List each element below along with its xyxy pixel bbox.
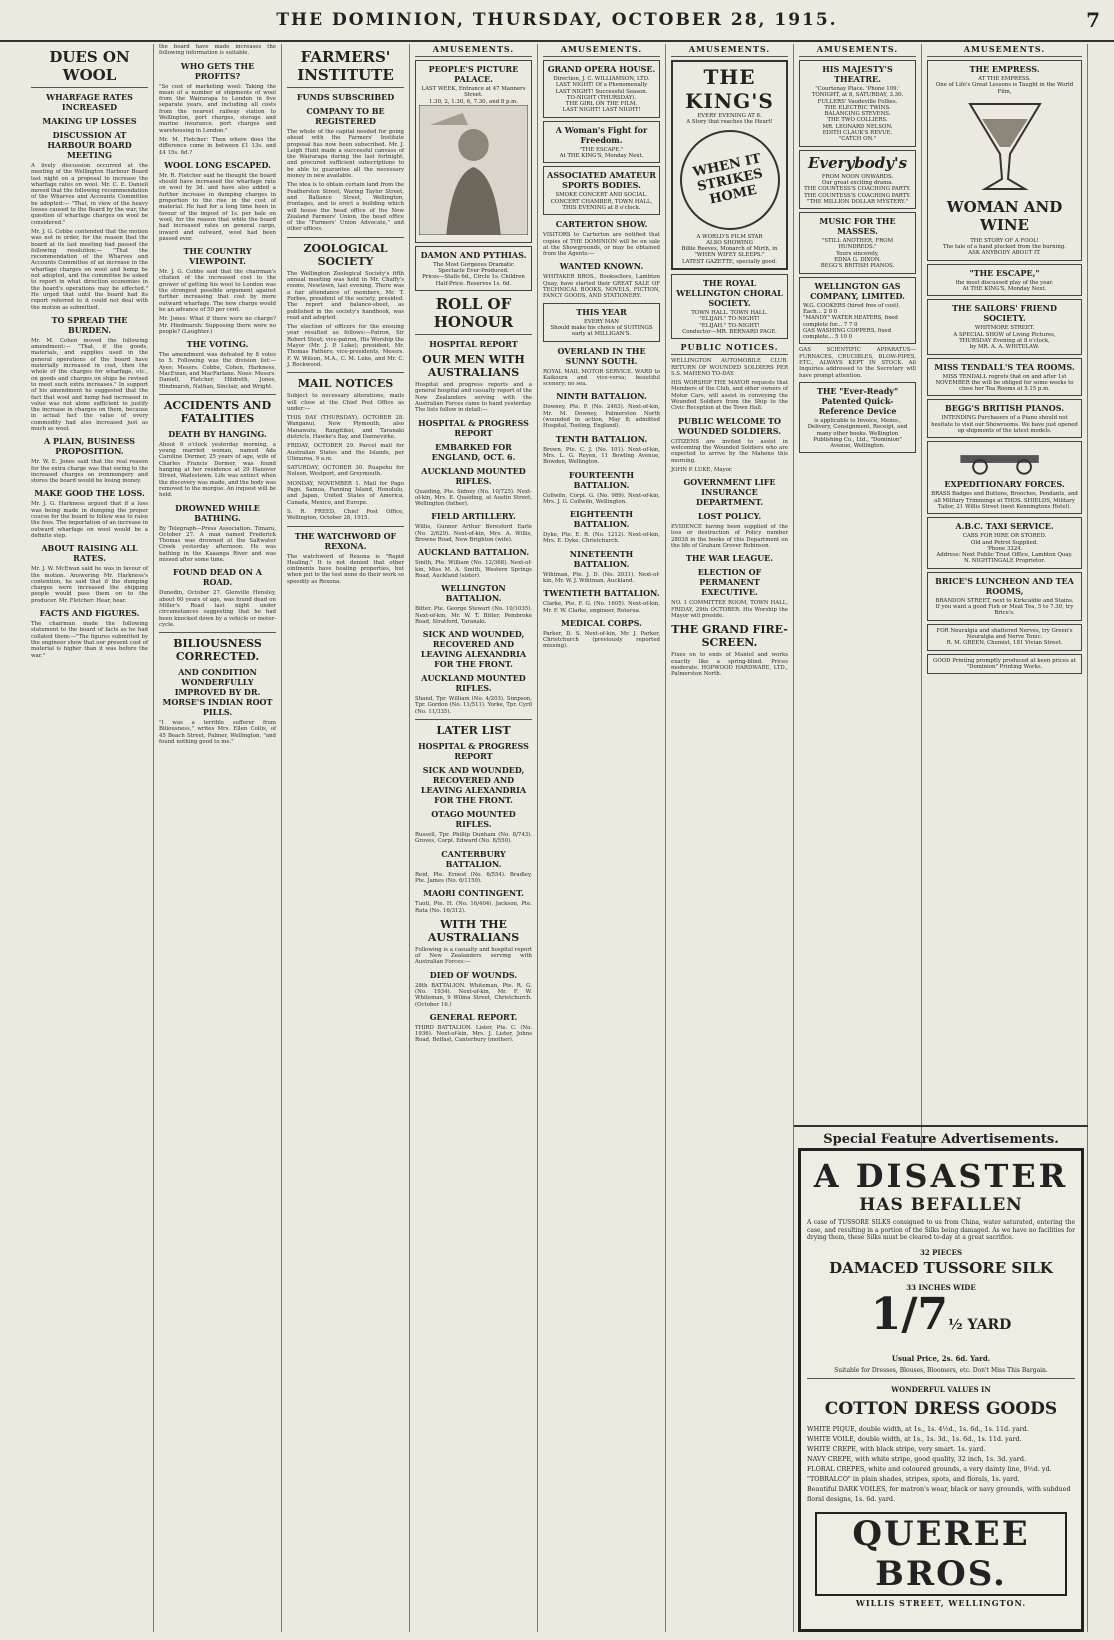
subhead: OUR MEN WITH AUSTRALIANS [422, 353, 525, 380]
ad-body: "STILL ANOTHER, FROM HUNDREDS." Yours sincerely, EDNA G. DIXON. BEGG'S BRITISH PIANOS. [820, 238, 895, 270]
article-paragraph: Mr. Jones: What if there were no charge? Mr. Hindmarsh: Supposing there were no people? (Laughter.) [159, 316, 278, 335]
casualty-entry: Clarke, Pte. F. G. (No. 1605). Next-of-kin, Mr. F. W. Clarke, engineer, Rotorua. [543, 601, 662, 614]
section-heading: WHO GETS THE PROFITS? [180, 60, 255, 81]
ad-the-escape [543, 121, 660, 164]
ad-title: PEOPLE'S PICTURE PALACE. [428, 64, 519, 84]
article-paragraph: The idea is to obtain certain land from the Featherston Street, Waring Taylor Street, and Ballance Street, Wellington, frontages, and to erect a building which will house the head office of the New Zealand Farmers' Union, the head office of the "Farmers' Union Advocate," and other offices. [287, 182, 406, 233]
ad-body: BRANDON STREET, next to Kirkcaldie and Stains. If you want a good Fish or Meat Tea, 5 to 7.30, try Brice's. [935, 597, 1074, 617]
ad-title: WELLINGTON GAS COMPANY, LIMITED. [810, 280, 905, 301]
ad-body: THE STORY OF A FOOL! The tale of a hand plucked from the burning. ASK ANYBODY ABOUT IT. [943, 237, 1066, 257]
article-paragraph: Mr. J. G. Cobbe said that the chairman's citation of the increased cost to the grower of getting his wool to London was the strongest possible argument against further increasing that cost by more outward wharfage. The new charge would be an advance of 50 per cent. [159, 269, 278, 313]
article-paragraph: Mr. J. G. Cobbe contended that the motion was not in order, for the reason that the board at its last meeting had passed the following resolution:— "That the recommendation of the Wharves and Accounts Committee of an increase in the wharfage charges on wool and hemp be not adopted, and the committee be asked to report in what direction economies in the board's operations may be effected." He urged that until the board had its report referred to it could not deal with the motion as submitted. [31, 228, 150, 311]
signature: S. R. FREED, Chief Post Office, Wellington, October 28, 1915. [287, 508, 406, 522]
casualty-entry: Smith, Pte. William (No. 12/368). Next-of-kin, Miss M. A. Smith, Western Springs Road, Auckland (sister). [415, 560, 534, 579]
notice-paragraph: GAS SCIENTIFIC APPARATUS—FURNACES, CRUCIBLES, BLOW-PIPES, ETC., ALWAYS KEPT IN STOCK. All Inquiries addressed to the Secretary will have prompt attention. [799, 347, 918, 379]
notice-paragraph: WELLINGTON AUTOMOBILE CLUB. RETURN OF WOUNDED SOLDIERS PER S.S. MAHENO TO-DAY. [671, 358, 790, 377]
ad-queree-bros-disaster [798, 1148, 1084, 1632]
ad-abc-taxi [927, 517, 1082, 568]
ad-body: AT THE EMPRESS. One of Life's Great Lessons is Taught in the World Film, [935, 76, 1074, 95]
masthead-title: THE DOMINION, THURSDAY, OCTOBER 28, 1915. [276, 10, 838, 30]
unit-heading: AUCKLAND BATTALION. [417, 547, 530, 558]
list-item: WHITE VOILE, double width, at 1s., 1s. 3d., 1s. 6d., 1s. 11d. yard. [807, 1435, 1022, 1443]
unit-heading: TENTH BATTALION. [555, 433, 648, 444]
subhead: HOSPITAL REPORT [429, 339, 518, 350]
unit-heading: WELLINGTON BATTALION. [441, 583, 506, 604]
unit-heading: EIGHTEENTH BATTALION. [569, 509, 634, 530]
public-notices-header: PUBLIC NOTICES. [671, 342, 788, 355]
ad-tendall-tea-rooms [927, 358, 1082, 397]
wine-glass-icon [950, 99, 1060, 194]
column-4 [410, 44, 538, 1632]
ad-printing [927, 654, 1082, 675]
section-heading: CARTERTON SHOW. [555, 219, 648, 230]
special-feature-heading: Special Feature Advertisements. [794, 1125, 1088, 1147]
page-number: 7 [1086, 8, 1100, 32]
column-header: AMUSEMENTS. [543, 44, 660, 57]
unit-heading: FIELD ARTILLERY. [431, 511, 516, 522]
list-item: NAVY CREPE, with white stripe, good quality, 32 inch, 1s. 3d. yard. [807, 1455, 1026, 1463]
unit-heading: FOURTEENTH BATTALION. [568, 469, 635, 490]
ad-music-for-masses [799, 212, 916, 273]
subhead: FUNDS SUBSCRIBED [296, 92, 395, 102]
ad-body: TOWN HALL. TOWN HALL. "ELIJAH." TO-NIGHT! "ELIJAH." TO-NIGHT! Conductor—MR. BERNARD PAGE. [682, 310, 777, 335]
section-heading: LOST POLICY. [697, 511, 762, 522]
list-item: Beautiful DARK VOILES, for matron's wear, black or navy grounds, with subdued floral designs, 1s. 6d. yard. [807, 1485, 1071, 1503]
article-paragraph: The election of officers for the ensuing year resulted as follows:—Patron, Sir Robert Stout; vice-patron, His Worship the Mayor (Mr. J. P. Luke); president, Mr. Thomas Fathers; vice-presidents, Messrs. F. W. Wilson, M.A., C. M. Luke, and Mr. C. J. Rockwood. [287, 324, 406, 368]
casualty-entry: Parker, D. S. Next-of-kin, Mr. J. Parker, Christchurch (previously reported missing). [543, 630, 662, 650]
article-paragraph: Mr. R. Fletcher said he thought the board should have increased the wharfage rate on wool by 3d. and have also added a further increase in dumping charges in proportion to the rise in the cost of material. He had for a long time been in favour of the impost of 1s. per bale on wool, for the reason that while the board had increased rates on general cargo, inward and outward, wool had been passed over. [159, 172, 278, 242]
section-heading: GENERAL REPORT. [429, 1011, 518, 1022]
article-paragraph: Mr. M. Cohen moved the following amendment:— "That, if the goods, materials, and supplies used in the general operations of the board have materially increased in cost, then the whole of the charges for wharfage, etc., on goods and charges on ships be revised to meet such extra increases." In support of his amendment he suggested that the fact that wool and hemp had increased in value was not alone sufficient to justify the increase in charges on them, because in actual fact the value of every commodity had also increased just as much as wool. [31, 337, 150, 432]
section-heading: THE GRAND FIRE-SCREEN. [671, 623, 788, 650]
section-heading: SICK AND WOUNDED, RECOVERED AND LEAVING ALEXANDRIA FOR THE FRONT. [420, 765, 527, 806]
article-paragraph: The Wellington Zoological Society's fifth annual meeting was held in Mr. Chaffy's rooms, Newtown, last evening. There was a fair attendance of members, Mr. T. Forbes, president of the society, presided. The report and balance-sheet, as published in the society's handbook, was read and adopted. [287, 270, 406, 321]
notice-paragraph: NO. 1 COMMITTEE ROOM, TOWN HALL, FRIDAY, 29th OCTOBER. His Worship the Mayor will preside. [671, 600, 790, 619]
ad-the-kings [671, 60, 788, 270]
article-paragraph: MONDAY, NOVEMBER 1. Mail for Pago Pago, Samoa, Fanning Island, Honolulu, and Japan, United States of America, Canada, Mexico, and Europe. [287, 480, 406, 506]
ad-grand-opera-house [543, 60, 660, 118]
list-item: "TOBRALCO" in plain shades, stripes, spots, and florals, 1s. yard. [807, 1475, 1020, 1483]
ad-title: A Woman's Fight for Freedom. [555, 124, 648, 145]
masthead [0, 0, 1114, 42]
ad-title: THE "Ever-Ready" Patented Quick-Reference Device [816, 385, 899, 416]
headline-zoological-society: ZOOLOGICAL SOCIETY [303, 241, 388, 268]
ad-heading-biliousness: BILIOUSNESS CORRECTED. [173, 637, 262, 664]
unit-heading: TWENTIETH BATTALION. [543, 588, 660, 599]
ad-item: DAMACED TUSSORE SILK [829, 1258, 1053, 1277]
headline-dues-on-wool: DUES ON WOOL [31, 48, 148, 88]
headline-mail-notices: MAIL NOTICES [297, 377, 394, 391]
ad-body: the most discussed play of the year. At THE KING'S, Monday Next. [955, 279, 1054, 293]
ad-title: ASSOCIATED AMATEUR SPORTS BODIES. [547, 170, 656, 191]
headline-accidents: ACCIDENTS AND FATALITIES [163, 398, 272, 425]
ad-firm-name: QUEREE BROS. [815, 1512, 1067, 1596]
casualty-entry: Quaiding, Pte. Sidney (No. 10/725). Next-of-kin, Mrs. E. Quaiding, at Austin Street, Wellington (father). [415, 488, 534, 508]
notice-paragraph: Fixes on to ends of Mantel and works exactly like a spring-blind. Prices moderate. HOPWOOD HARDWARE, LTD., Palmerston North. [671, 652, 790, 678]
casualty-entry: Reid, Pte. Ernest (No. 6/554). Bradley, Pte. James (No. 6/1150). [415, 871, 534, 884]
ad-the-empress [927, 60, 1082, 261]
column-5 [538, 44, 666, 1632]
ad-body: CABS FOR HIRE OR STORED. Old and Petrol Supplied. 'Phone 3324. Address: Next Public Trust Office, Lambton Quay. N. NIGHTINGALE Proprietor. [936, 533, 1073, 565]
ad-the-escape [927, 264, 1082, 297]
ad-body: FROM NOON ONWARDS. Our great exciting drama. THE COUNTESS'S COACHING PARTY. THE COUNTESS'S COACHING PARTY. "THE MILLION DOLLAR MYSTERY." [804, 173, 911, 205]
article-paragraph: SATURDAY, OCTOBER 30. Ruapehu for Nelson, Westport, and Greymouth. [287, 465, 406, 478]
ad-brices-tea-rooms [927, 572, 1082, 621]
column-header: AMUSEMENTS. [799, 44, 916, 57]
ad-body: "THE ESCAPE." At THE KING'S, Monday Next. [559, 146, 644, 160]
ad-title: THE KING'S [685, 65, 774, 113]
article-paragraph: VISITORS to Carterton are notified that copies of THE DOMINION will be on sale at the Showgrounds, or may be obtained from the Agents:— [543, 232, 662, 258]
article-paragraph: Mr. W. E. Jones said that the real reason for the extra charge was that owing to the increased charges on ironmongery and stores the board would be losing money. [31, 459, 150, 485]
divider [287, 372, 404, 373]
divider [159, 394, 276, 395]
film-title: WHEN IT STRIKES HOME [691, 150, 764, 207]
divider [287, 526, 404, 527]
casualty-entry: 28th BATTALION. Whiteman, Pte. R. G. (No. 1934). Next-of-kin, Mr. F. W. Whiteman, 9 Wilma Street, Christchurch. (October 16.) [415, 982, 534, 1008]
ad-sailors-friend [927, 299, 1082, 354]
ad-body: BRASS Badges and Buttons, Brooches, Pendants, and all Military Trimmings at THOS. SHIELDS, Military Tailor, 21 Willis Street (next Kenningtons Hotel). [931, 491, 1080, 510]
ad-width: 33 INCHES WIDE [906, 1282, 976, 1292]
ad-subheadline: HAS BEFALLEN [859, 1195, 1023, 1215]
column-3 [282, 44, 410, 1632]
article-paragraph: The watchword of Rexona is "Rapid Healing." It is not denied that other ointments have healing properties, but when put to the test none do their work so speedily as Rexona. [287, 553, 406, 585]
article-paragraph: Mr. M. Fletcher: Then where does the difference come in between £1 13s. and £4 15s. 6d.? [159, 136, 278, 156]
casualty-entry: Willis, Gunner Arthur Beresford Earle (No. 2/629). Next-of-kin, Mrs. A. Willis, Browne Road, New Brighton (wife). [415, 524, 534, 544]
ad-milligans [543, 303, 660, 342]
casualty-entry: Wihtman, Pte. J. D. (No. 2031). Next-of-kin, Mr. W. J. Wihtman, Auckland. [543, 571, 660, 584]
section-heading: DROWNED WHILE BATHING. [175, 502, 260, 523]
price-value: 1/7 [870, 1288, 949, 1340]
casualty-entry: Shand, Tpr. William (No. 4/203). Simpson, Tpr. Gordon (No. 11/511). Yorke, Tpr. Cyril (No. 11/335). [415, 696, 534, 715]
notice-paragraph: HIS WORSHIP THE MAYOR requests that Members of the Club, and other owners of Motor Cars, will assist in conveying the Wounded Soldiers from the Ship to the Civic Reception at the Town Hall. [671, 380, 790, 412]
ad-body: SMOKE CONCERT AND SOCIAL. CONCERT CHAMBER, TOWN HALL, THIS EVENING at 8 o'clock. [550, 192, 653, 211]
article-paragraph: the board have made increases the following information is suitable. [159, 44, 278, 57]
section-heading: OVERLAND IN THE SUNNY SOUTH. [557, 345, 646, 366]
article-paragraph: A lively discussion occurred at the meeting of the Wellington Harbour Board last night on a proposal to increase the wharfage rates on wool. Mr. C. E. Daniell moved that the following recommendation of the Wharves and Accounts Committee be adopted:— "That, in view of the heavy losses caused to the Board by the war, the question of wharfage charges on wool be considered." [31, 163, 150, 226]
ad-beggs-pianos [927, 399, 1082, 438]
article-paragraph: "So cost of marketing wool: Taking the mean of a number of shipments of wool from the Wairarapa to London in five separate years, and including all costs from the nearest railway station to Wellington, port charges, storage and marine insurance, port charges and warehousing in London." [159, 83, 278, 134]
section-heading: FACTS AND FIGURES. [39, 608, 140, 619]
ad-title: "THE ESCAPE," [969, 267, 1040, 278]
ad-title: HIS MAJESTY'S THEATRE. [822, 64, 893, 84]
ad-subheading: AND CONDITION WONDERFULLY IMPROVED BY DR. MORSE'S INDIAN ROOT PILLS. [162, 667, 273, 718]
ad-body: LAST WEEK, Entrance at 47 Manners Street. 1.30, 2, 1.30, 6, 7.30, and 8 p.m. [421, 86, 526, 105]
ad-pieces: 32 PIECES [919, 1247, 962, 1257]
ad-body: is applicable to Invoice, Memo., Delivery, Consignment, Receipt, and many other books. Wellington Publishing Co., Ltd., "Dominion" Avenue, Wellington. [807, 417, 909, 450]
divider [807, 1378, 1075, 1379]
unit-heading: NINTH BATTALION. [556, 391, 647, 402]
column-header: AMUSEMENTS. [927, 44, 1082, 57]
ad-title: BEGG'S BRITISH PIANOS. [944, 403, 1065, 414]
divider [159, 632, 276, 633]
film-still-image [419, 105, 528, 235]
subhead: COMPANY TO BE REGISTERED [306, 106, 385, 126]
section-heading: ELECTION OF PERMANENT EXECUTIVE. [697, 567, 762, 598]
casualty-entry: Downey, Pte. P. (No. 2463). Next-of-kin, Mr. M. Downey, Palmerston North (wounded in action, May 8; admitted Hospital, Tooting, England). [543, 404, 662, 430]
section-heading: HOSPITAL & PROGRESS REPORT [418, 417, 529, 438]
ad-subtitle: EVERY EVENING AT 8. A Story that reaches the Heart! [686, 113, 773, 126]
ad-ever-ready [799, 382, 916, 453]
subhead: WHARFAGE RATES INCREASED [46, 92, 133, 112]
unit-heading: OTAGO MOUNTED RIFLES. [431, 809, 516, 830]
divider [287, 237, 404, 238]
article-paragraph: The whole of the capital needed for going ahead with the Farmers' Institute proposal has now been subscribed. Mr. J. Leigh Hunt made a successful canvass of the Wairarapa during the last fortnight, and procured sufficient subscriptions to be able to guarantee all the necessary money in new available. [287, 129, 406, 180]
ad-body: The Most Gorgeous Dramatic Spectacle Ever Produced. Prices—Stalls 6d., Circle 1s. Children Half-Price. Reserves 1s. 6d. [422, 261, 525, 287]
list-item: WHITE PIQUE, double width, at 1s., 1s. 4½d., 1s. 6d., 1s. 11d. yard. [807, 1425, 1029, 1433]
section-heading: WANTED KNOWN. [559, 261, 644, 272]
headline-later-list: LATER LIST [436, 724, 511, 738]
article-paragraph: ROYAL MAIL MOTOR SERVICE. WARD to Kaikoura and vice-versa; beautiful scenery; no sea. [543, 368, 662, 388]
section-heading: HOSPITAL & PROGRESS REPORT [418, 741, 529, 762]
ad-usual-price: Usual Price, 2s. 6d. Yard. [891, 1353, 991, 1363]
ad-body: WHITMORE STREET. A SPECIAL SHOW of Living Pictures, THURSDAY Evening at 8 o'clock, by MR. A. A. WHITELAW. [953, 325, 1056, 351]
article-paragraph: Mr. J. W. McEwan said he was in favour of the motion. Answering Mr. Harkness's contention, he said that if the dumping charges were increased the shipping people would pass them on to the producer. Mr. Fletcher: Hear, hear. [31, 566, 150, 604]
ad-everybodys [799, 150, 916, 209]
ad-title: THIS YEAR [576, 306, 627, 317]
price-unit: ½ YARD [948, 1316, 1012, 1333]
ad-peoples-picture-palace [415, 60, 532, 243]
section-heading: FOUND DEAD ON A ROAD. [173, 567, 262, 588]
section-heading: DEATH BY HANGING. [168, 428, 267, 439]
headline-with-the-australians: WITH THE AUSTRALIANS [427, 917, 520, 944]
ad-gas-company [799, 277, 916, 345]
section-heading: THE WAR LEAGUE. [685, 553, 774, 564]
column-2 [154, 44, 282, 1632]
section-heading: MAKE GOOD THE LOSS. [34, 488, 145, 499]
article-paragraph: Mr. J. G. Harkness argued that if a loss was being made in dumping the proper course for the board to follow was to raise the fees. The importation of an increase in outward wharfage on wool would be a definite step. [31, 501, 150, 539]
notice-paragraph: CITIZENS are invited to assist in welcoming the Wounded Soldiers who are expected to arrive by the Maheno this morning. [671, 438, 790, 464]
ad-body: INTENDING Purchasers of a Piano should not hesitate to visit our Showrooms. We have just opened up shipments of the latest models. [931, 415, 1080, 435]
casualty-entry: Russell, Tpr. Phillip Dunham (No. 8/743). Groves, Corpl. Edward (No. 8/550). [415, 832, 534, 845]
article-paragraph: About 6 o'clock yesterday morning, a young married woman, named Ada Caroline Dormer, 25 years of age, wife of Charles Francis Dormer, was found hanging at her residence at 29 Hanover Street, Wadestown. Life was extinct when the discovery was made, and the body was removed to the morgue. An inquest will be held. [159, 441, 278, 499]
article-paragraph: Dunedin, October 27. Glenville Hensley, about 60 years of age, was found dead on Miller's Road last night under circumstances suggesting that he had been knocked down by a vehicle or motor-cycle. [159, 590, 278, 628]
divider [415, 719, 532, 720]
article-paragraph: Subject to necessary alterations, mails will close at the Chief Post Office as under:— [287, 393, 406, 412]
ad-title: THE EMPRESS. [969, 64, 1040, 74]
ad-title: THE SAILORS' FRIEND SOCIETY. [952, 303, 1057, 324]
list-item: WHITE CREPE, with black stripe, very smart. 1s. yard. [807, 1445, 986, 1453]
article-paragraph: The amendment was defeated by 8 votes to 5. Following was the division list:— Ayes: Messrs. Cobbe, Cohen, Harkness, MacEwan, and MacFarlane. Noes: Messrs. Daniell, Fletcher, Hildreth, Jones, Hindmarsh, Nathan, Sinclair, and Wright. [159, 352, 278, 390]
article-paragraph: "I was a terrible sufferer from Biliousness," writes Mrs. Ellen Collis, of 45 Beach Street, Palmer, Wellington, "and found nothing good to me." [159, 720, 278, 745]
ad-title: MISS TENDALL'S TEA ROOMS. [934, 361, 1075, 372]
unit-heading: MAORI CONTINGENT. [423, 888, 524, 899]
article-paragraph: By Telegraph—Press Association. Timaru, October 27. A man named Frederick Thomas was drowned at the Saltwater Creek yesterday afternoon. He was bathing in the Kaaanga River and was missed after some time. [159, 525, 278, 564]
article-paragraph: THIS DAY (THURSDAY), OCTOBER 28. Wanganui, New Plymouth, also Manawatu, Rangitikei, and Taranaki districts, Hawke's Bay, and Dannevirke. [287, 415, 406, 440]
notice-paragraph: EVIDENCE having been supplied of the loss or destruction of Policy number 28038 in the books of this Department on the life of Graham Grover Robinson. [671, 524, 790, 550]
section-heading: A PLAIN, BUSINESS PROPOSITION. [44, 436, 135, 457]
ad-suitability: Suitable for Dresses, Blouses, Bloomers, etc. Don't Miss This Bargain. [834, 1366, 1048, 1374]
ad-his-majestys-theatre [799, 60, 916, 147]
section-heading: TO SPREAD THE BURDEN. [51, 314, 128, 335]
section-heading: WOOL LONG ESCAPED. [164, 159, 271, 170]
ad-body: Direction, J. C. WILLIAMSON, LTD. LAST NIGHT! Of a Phenomenally LAST NIGHT! Successful Season. TO-NIGHT (THURSDAY). THE GIRL ON THE FILM. LAST NIGHT! LAST NIGHT! [553, 76, 650, 114]
headline-farmers-institute: FARMERS' INSTITUTE [287, 48, 404, 88]
section-heading: ABOUT RAISING ALL RATES. [41, 543, 138, 564]
ad-wonderful-values: WONDERFUL VALUES IN [891, 1385, 991, 1394]
cannon-illustration-icon [931, 445, 1078, 475]
ad-title: BRICE'S LUNCHEON AND TEA ROOMS, [935, 575, 1074, 596]
ad-title: GRAND OPERA HOUSE. [547, 64, 656, 74]
article-paragraph: The chairman made the following statement to the board of facts as he had collated them:—"The figures submitted by the engineer show that our present cost of material is higher than it was before the war." [31, 621, 150, 659]
ad-title: MUSIC FOR THE MASSES. [819, 216, 896, 237]
signature: JOHN P. LUKE, Mayor. [671, 466, 733, 473]
ad-price-list [807, 1424, 1075, 1504]
unit-heading: AUCKLAND MOUNTED RIFLES. [421, 465, 526, 486]
ad-body: W.G. COOKERS (hired free of cost). Each... 2 0 0 "MANDY" WATER HEATERS, fixed complete for... 7 7 0 GAS WASHING COPPERS, fixed complete... 5 10 0 [803, 302, 901, 341]
wine-ad-title: WOMAN AND WINE [946, 197, 1063, 234]
column-1 [26, 44, 154, 1632]
section-heading: THE WATCHWORD OF REXONA. [294, 530, 397, 551]
ad-body: A WORLD'S FILM STAR ALSO SHOWING Billie Reeves, Monarch of Mirth, in "WHEN WIFEY SLEEPS." LATEST GAZETTE, specially good. [681, 233, 778, 265]
ad-description: A case of TUSSORE SILKS consigned to us from China, water saturated, entering the case, and resulting in a portion of the Silks being damaged. As we have no facilities for drying them, these Silks must be cleared to-day at a great sacrifice. [807, 1219, 1075, 1241]
ad-body: "Courtenay Place. 'Phone 109.' TONIGHT, at 8, SATURDAY, 3.30. FULLERS' Vaudeville Follies. THE ELECTRIC TWINS. BALANCING STEVENS. THE TWO COLLIERS. MR. LEONARD NELSON. EDITH CLAUK'S REVUE. "CATCH ON." [811, 86, 904, 143]
casualty-entry: Tuoti, Pte. H. (No. 16/404). Jackson, Pte. Rata (No. 16/312). [415, 901, 534, 914]
ad-title: EXPEDITIONARY FORCES. [944, 479, 1065, 490]
casualty-entry: Dyke, Pte. E. R. (No. 1212). Next-of-kin, Mrs. E. Dyke, Christchurch. [543, 532, 662, 545]
column-header: AMUSEMENTS. [415, 44, 532, 57]
ad-choral-society [671, 274, 788, 339]
section-heading: THE COUNTRY VIEWPOINT. [183, 246, 252, 267]
casualty-entry: Bitter, Pte. George Stewart (No. 10/1035). Next-of-kin, Mr. W. T. Bitter, Pembroke Road, Stratford, Taranaki. [415, 606, 534, 625]
section-heading: GOVERNMENT LIFE INSURANCE DEPARTMENT. [683, 477, 776, 508]
column-6 [666, 44, 794, 1632]
casualty-entry: THIRD BATTALION. Lister, Pte. C. (No. 1936). Next-of-kin, Mrs. J. Lister, Johns Road, Belfast, Canterbury (mother). [415, 1024, 534, 1044]
unit-heading: CANTERBURY BATTALION. [441, 848, 506, 869]
ad-amateur-sports [543, 166, 660, 215]
ad-neuralgia-tonic [927, 624, 1082, 651]
article-paragraph: Hospital and progress reports and a general hospital and casualty report of the New Zealanders serving with the Australian Forces came to hand yesterday. The lists follow in detail:— [415, 382, 534, 414]
subhead: MAKING UP LOSSES [42, 116, 137, 126]
headline-roll-of-honour: ROLL OF HONOUR [415, 295, 532, 335]
unit-heading: AUCKLAND MOUNTED RIFLES. [421, 673, 526, 694]
ad-damon-and-pythias [415, 246, 532, 291]
film-title-badge [670, 120, 789, 239]
section-heading: SICK AND WOUNDED, RECOVERED AND LEAVING ALEXANDRIA FOR THE FRONT. [420, 629, 527, 670]
section-heading: THE VOTING. [186, 339, 249, 350]
casualty-entry: Collwiln, Corpl. G. (No. 989). Next-of-kin, Mrs. J. G. Collwiln, Wellington. [543, 492, 662, 505]
article-paragraph: FRIDAY, OCTOBER 29. Parcel mail for Australian States and the Islands, per Ulimaroa, 9 a.m. [287, 443, 406, 462]
article-paragraph: WHITAKER BROS., Booksellers, Lambton Quay, have started their GREAT SALE OF TECHNICAL BOOKS, NOVELS, FICTION, FANCY GOODS, AND STATIONERY. [543, 274, 662, 300]
ad-body: FOR Neuralgia and shattered Nerves, try Green's Neuralgia and Nerve Tonic. R. M. GREEN, Chemist, 181 Vivian Street. [936, 627, 1073, 647]
ad-body: GOOD Printing promptly produced at keen prices at "Dominion" Printing Works. [933, 657, 1078, 670]
ad-cotton-heading: COTTON DRESS GOODS [824, 1399, 1058, 1419]
section-heading: DIED OF WOUNDS. [429, 969, 518, 980]
subhead: DISCUSSION AT HARBOUR BOARD MEETING [47, 130, 132, 160]
wine-glass-illustration [931, 99, 1078, 234]
casualty-entry: Brown, Pte. C. J. (No. 101). Next-of-kin, Mrs. L. G. Reyen, 11 Bowling Avenue, Bowden, Wellington. [543, 446, 662, 466]
unit-heading: MEDICAL CORPS. [561, 617, 642, 628]
ad-expeditionary-forces [927, 441, 1082, 514]
ad-title: A.B.C. TAXI SERVICE. [955, 521, 1054, 532]
column-header: AMUSEMENTS. [671, 44, 788, 57]
unit-heading: NINETEENTH BATTALION. [569, 548, 634, 569]
ad-headline: A DISASTER [813, 1157, 1069, 1195]
ad-title: THE ROYAL WELLINGTON CHORAL SOCIETY. [676, 278, 783, 309]
ad-price [807, 1288, 1075, 1348]
ad-title: Everybody's [807, 153, 908, 172]
article-paragraph: Following is a casualty and hospital report of New Zealanders serving with Australian Forces:— [415, 946, 534, 966]
ad-title: DAMON AND PYTHIAS. [420, 249, 527, 260]
list-item: FLORAL CREPES, white and coloured grounds, a very dainty line, 9½d. yd. [807, 1465, 1052, 1473]
ad-firm-address: WILLIS STREET, WELLINGTON. [855, 1598, 1027, 1608]
ad-body: MISS TENDALL regrets that on and after 1st NOVEMBER the will be obliged for some weeks to close her Tea Rooms at 5.15 p.m. [935, 373, 1076, 393]
section-heading: PUBLIC WELCOME TO WOUNDED SOLDIERS. [677, 415, 782, 436]
section-heading: EMBARKED FOR ENGLAND, OCT. 6. [431, 441, 516, 462]
ad-body: EVERY MAN Should make his choice of SUITINGS early at MILLIGAN'S. [550, 318, 653, 338]
